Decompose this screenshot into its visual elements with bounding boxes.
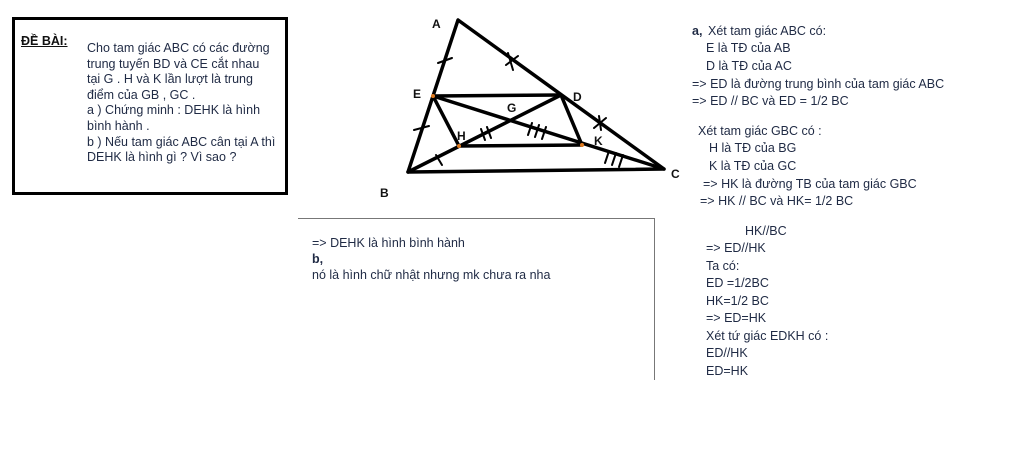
part-b-text xyxy=(312,235,550,283)
problem-heading: ĐỀ BÀI: xyxy=(21,34,68,48)
problem-line: a ) Chứng minh : DEHK là hình xyxy=(87,103,261,118)
solution-line: ED=HK xyxy=(706,364,749,378)
solution-line: ED =1/2BC xyxy=(706,276,769,290)
point-e-marker xyxy=(431,94,435,98)
solution-line: => HK là đường TB của tam giác GBC xyxy=(703,177,917,191)
problem-line: Cho tam giác ABC có các đường xyxy=(87,41,270,55)
label-k: K xyxy=(594,134,603,148)
solution-line: => HK // BC và HK= 1/2 BC xyxy=(700,194,854,208)
point-k-marker xyxy=(580,143,584,147)
segment-hk xyxy=(459,145,582,146)
problem-line: trung tuyến BD và CE cắt nhau xyxy=(87,56,260,71)
solution-line: => ED là đường trung bình của tam giác ABC xyxy=(692,77,945,91)
solution-line: ED//HK xyxy=(706,346,748,360)
solution-line: HK=1/2 BC xyxy=(706,294,769,308)
problem-line: b ) Nếu tam giác ABC cân tại A thì xyxy=(87,134,276,149)
solution-line: => ED // BC và ED = 1/2 BC xyxy=(692,94,849,108)
solution-line: Xét tam giác GBC có : xyxy=(698,124,822,138)
triangle-diagram xyxy=(370,8,703,208)
solution-line: HK//BC xyxy=(745,224,787,238)
solution-line: Xét tứ giác EDKH có : xyxy=(706,329,829,343)
solution-line: => ED//HK xyxy=(706,241,766,255)
problem-text xyxy=(87,41,287,166)
part-b-label: b, xyxy=(312,252,324,266)
solution-line: Ta có: xyxy=(706,259,740,273)
solution-line: E là TĐ của AB xyxy=(706,41,791,55)
label-c: C xyxy=(671,167,680,181)
solution-line: D là TĐ của AC xyxy=(706,59,792,73)
part-a-label: a, xyxy=(692,24,703,38)
conclusion-line: => DEHK là hình bình hành xyxy=(312,236,465,250)
solution-line: H là TĐ của BG xyxy=(709,141,797,155)
divider-vertical xyxy=(654,218,655,380)
label-h: H xyxy=(457,129,466,143)
label-d: D xyxy=(573,90,582,104)
problem-line: DEHK là hình gì ? Vì sao ? xyxy=(87,150,237,165)
problem-line: điểm của GB , GC . xyxy=(87,87,196,102)
label-g: G xyxy=(507,101,517,115)
label-a: A xyxy=(432,17,441,31)
tick-dc-2 xyxy=(599,116,601,130)
label-e: E xyxy=(413,87,422,101)
part-b-answer: nó là hình chữ nhật nhưng mk chưa ra nha xyxy=(312,268,551,282)
problem-line: bình hành . xyxy=(87,118,150,133)
solution-line: Xét tam giác ABC có: xyxy=(708,24,827,38)
point-h-marker xyxy=(457,144,461,148)
median-ce xyxy=(433,96,664,169)
problem-box xyxy=(12,17,288,195)
label-b: B xyxy=(380,186,389,200)
divider-horizontal xyxy=(298,218,655,219)
segment-ed xyxy=(433,95,561,96)
solution-line: => ED=HK xyxy=(706,311,767,325)
problem-line: tại G . H và K lần lượt là trung xyxy=(87,72,253,87)
solution-line: K là TĐ của GC xyxy=(709,159,797,173)
